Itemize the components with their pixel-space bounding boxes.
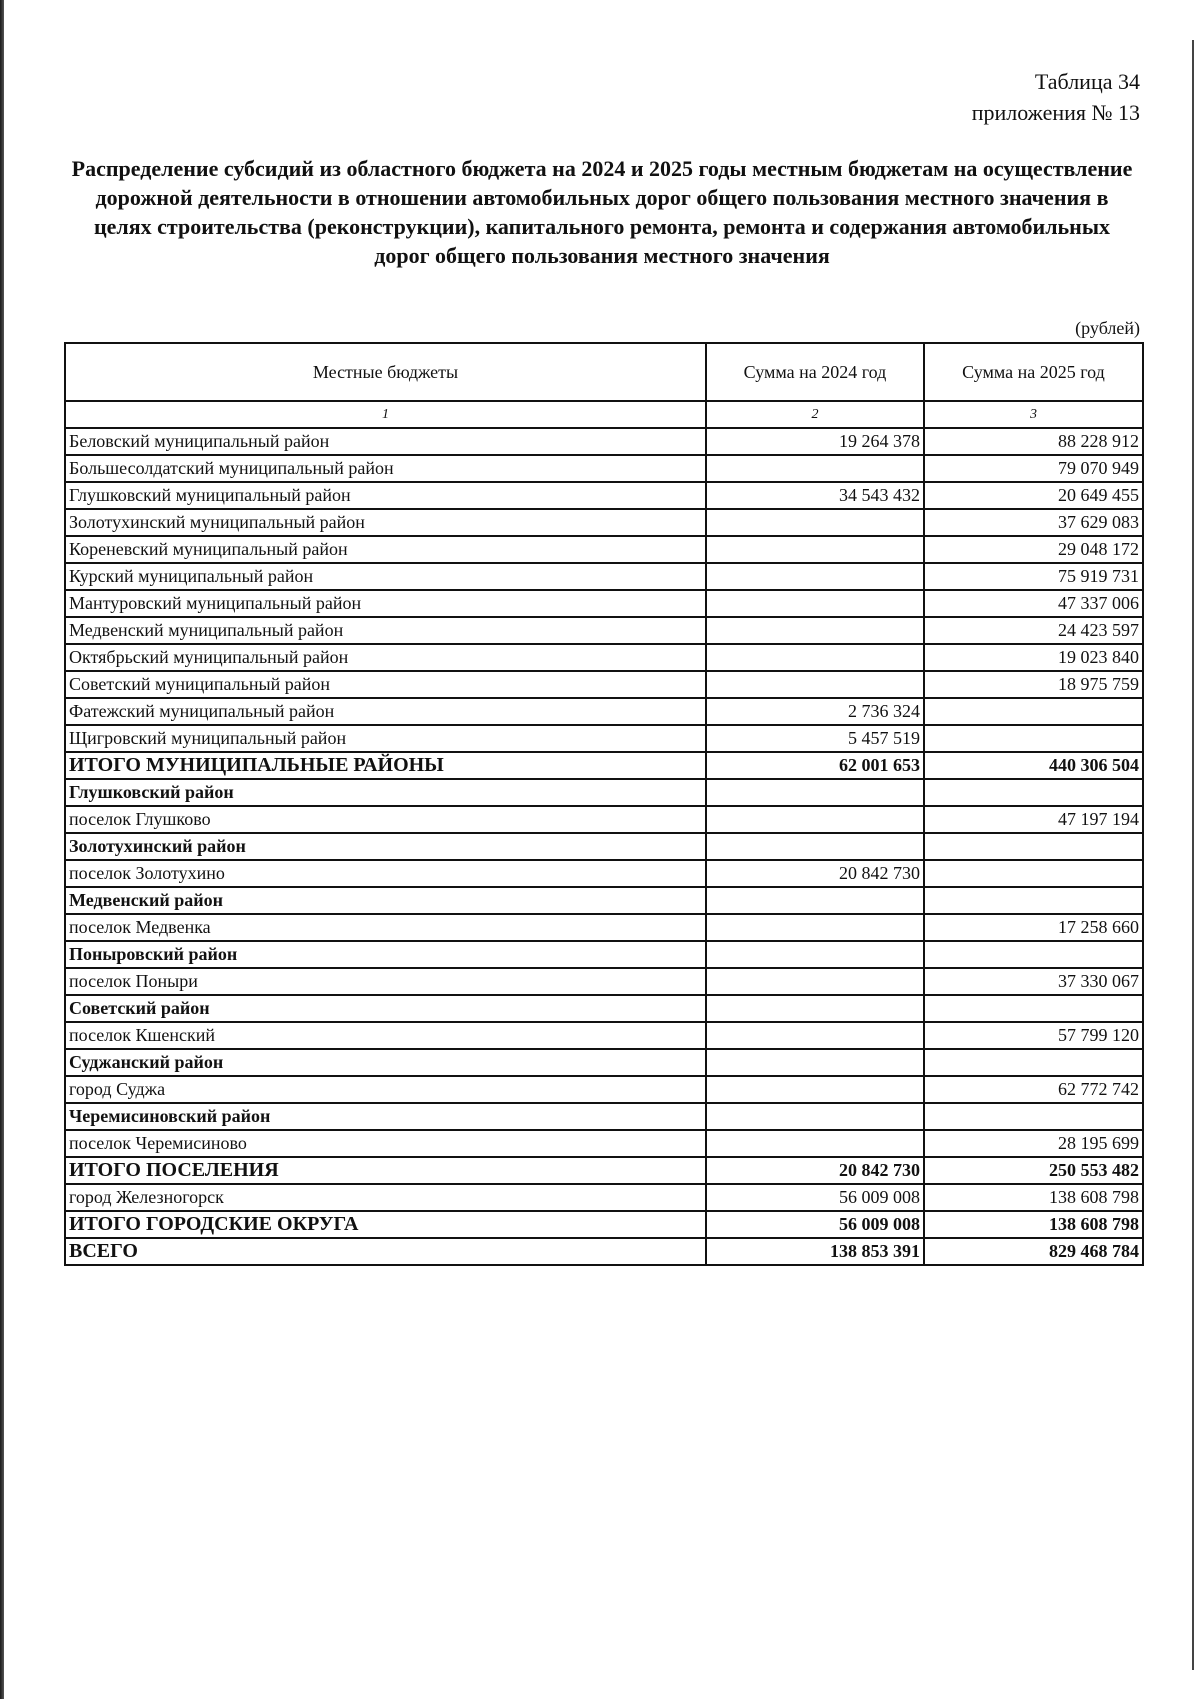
table-row [65,1184,1143,1211]
sum-2025-cell: 24 423 597 [924,617,1143,644]
sum-2024-cell [706,1130,924,1157]
table-row [65,455,1143,482]
sum-2024-cell: 5 457 519 [706,725,924,752]
table-row [65,617,1143,644]
sum-2025-cell [924,779,1143,806]
budget-name-cell: Кореневский муниципальный район [65,536,706,563]
table-body [65,428,1143,1265]
group-header-row [65,833,1143,860]
budget-name-cell: Суджанский район [65,1049,706,1076]
header-local-budgets: Местные бюджеты [65,343,706,401]
sum-2025-cell: 62 772 742 [924,1076,1143,1103]
sum-2025-cell [924,698,1143,725]
sum-2025-cell [924,725,1143,752]
sum-2025-cell: 88 228 912 [924,428,1143,455]
sum-2024-cell [706,914,924,941]
budget-name-cell: Золотухинский район [65,833,706,860]
table-row [65,644,1143,671]
group-header-row [65,1049,1143,1076]
table-row [65,428,1143,455]
sum-2024-cell: 56 009 008 [706,1211,924,1238]
table-row [65,509,1143,536]
group-header-row [65,941,1143,968]
column-number-3: 3 [924,401,1143,428]
sum-2025-cell [924,1103,1143,1130]
budget-name-cell: Щигровский муниципальный район [65,725,706,752]
sum-2024-cell [706,536,924,563]
sum-2024-cell [706,590,924,617]
units-label: (рублей) [1075,318,1140,338]
budget-name-cell: поселок Золотухино [65,860,706,887]
sum-2025-cell: 47 337 006 [924,590,1143,617]
sum-2025-cell: 20 649 455 [924,482,1143,509]
sum-2024-cell [706,995,924,1022]
sum-2024-cell [706,644,924,671]
table-number: Таблица 34 [1034,69,1140,94]
budget-name-cell: поселок Поныри [65,968,706,995]
budget-name-cell: Медвенский муниципальный район [65,617,706,644]
sum-2025-cell: 440 306 504 [924,752,1143,779]
header-sum-2025: Сумма на 2025 год [924,343,1143,401]
sum-2024-cell: 138 853 391 [706,1238,924,1265]
sum-2024-cell [706,806,924,833]
budget-name-cell: ИТОГО ПОСЕЛЕНИЯ [65,1157,706,1184]
sum-2024-cell: 20 842 730 [706,860,924,887]
subsidy-table [64,342,1144,1266]
sum-2025-cell: 18 975 759 [924,671,1143,698]
table-row [65,806,1143,833]
sum-2024-cell [706,563,924,590]
sum-2025-cell: 75 919 731 [924,563,1143,590]
sum-2024-cell [706,1103,924,1130]
total-row [65,1211,1143,1238]
sum-2024-cell: 19 264 378 [706,428,924,455]
group-header-row [65,779,1143,806]
sum-2025-cell [924,995,1143,1022]
budget-name-cell: Беловский муниципальный район [65,428,706,455]
budget-name-cell: Мантуровский муниципальный район [65,590,706,617]
total-row [65,752,1143,779]
sum-2025-cell: 29 048 172 [924,536,1143,563]
table-row [65,725,1143,752]
sum-2025-cell: 17 258 660 [924,914,1143,941]
sum-2024-cell [706,1022,924,1049]
table-row [65,563,1143,590]
sum-2024-cell [706,455,924,482]
sum-2024-cell: 20 842 730 [706,1157,924,1184]
appendix-reference [740,66,1140,128]
sum-2025-cell: 250 553 482 [924,1157,1143,1184]
group-header-row [65,995,1143,1022]
scan-edge-left [0,0,4,1699]
budget-name-cell: Поныровский район [65,941,706,968]
sum-2024-cell [706,671,924,698]
budget-name-cell: поселок Глушково [65,806,706,833]
sum-2024-cell [706,617,924,644]
budget-name-cell: Октябрьский муниципальный район [65,644,706,671]
annex-number: приложения № 13 [971,100,1140,125]
sum-2025-cell: 47 197 194 [924,806,1143,833]
budget-name-cell: Глушковский муниципальный район [65,482,706,509]
budget-name-cell: Медвенский район [65,887,706,914]
sum-2025-cell: 37 330 067 [924,968,1143,995]
budget-name-cell: ВСЕГО [65,1238,706,1265]
sum-2025-cell: 57 799 120 [924,1022,1143,1049]
column-number-1: 1 [65,401,706,428]
sum-2024-cell [706,1076,924,1103]
budget-name-cell: Глушковский район [65,779,706,806]
budget-name-cell: поселок Черемисиново [65,1130,706,1157]
table-row [65,671,1143,698]
sum-2024-cell: 56 009 008 [706,1184,924,1211]
budget-name-cell: Фатежский муниципальный район [65,698,706,725]
column-number-row [65,401,1143,428]
column-number-2: 2 [706,401,924,428]
budget-name-cell: ИТОГО ГОРОДСКИЕ ОКРУГА [65,1211,706,1238]
budget-name-cell: Черемисиновский район [65,1103,706,1130]
sum-2024-cell [706,941,924,968]
total-row [65,1238,1143,1265]
sum-2025-cell: 79 070 949 [924,455,1143,482]
budget-name-cell: Советский муниципальный район [65,671,706,698]
sum-2025-cell [924,833,1143,860]
sum-2025-cell [924,887,1143,914]
total-row [65,1157,1143,1184]
table-row [65,536,1143,563]
sum-2024-cell [706,779,924,806]
sum-2024-cell: 62 001 653 [706,752,924,779]
table-row [65,968,1143,995]
group-header-row [65,1103,1143,1130]
budget-name-cell: Курский муниципальный район [65,563,706,590]
sum-2025-cell: 138 608 798 [924,1211,1143,1238]
sum-2025-cell [924,860,1143,887]
sum-2025-cell [924,941,1143,968]
sum-2024-cell [706,833,924,860]
scan-edge-right [1192,40,1194,1670]
table-row [65,1076,1143,1103]
budget-name-cell: поселок Медвенка [65,914,706,941]
sum-2024-cell: 2 736 324 [706,698,924,725]
header-sum-2024: Сумма на 2024 год [706,343,924,401]
table-row [65,482,1143,509]
sum-2025-cell [924,1049,1143,1076]
sum-2025-cell: 829 468 784 [924,1238,1143,1265]
sum-2025-cell: 19 023 840 [924,644,1143,671]
budget-name-cell: город Железногорск [65,1184,706,1211]
sum-2024-cell [706,968,924,995]
sum-2025-cell: 138 608 798 [924,1184,1143,1211]
budget-name-cell: поселок Кшенский [65,1022,706,1049]
document-title: Распределение субсидий из областного бюджета на 2024 и 2025 годы местным бюджетам на осуществление дорожной деятельности в отношении автомобильных дорог общего пользования местного значения в целях строительства (реконструкции), капитального ремонта, ремонта и содержания автомобильных дорог общего пользования местного значения [71,156,1133,268]
sum-2024-cell [706,887,924,914]
table-row [65,698,1143,725]
group-header-row [65,887,1143,914]
budget-name-cell: Золотухинский муниципальный район [65,509,706,536]
table-row [65,1022,1143,1049]
table-header-row [65,343,1143,401]
sum-2024-cell [706,509,924,536]
table-row [65,1130,1143,1157]
sum-2025-cell: 37 629 083 [924,509,1143,536]
sum-2024-cell [706,1049,924,1076]
table-row [65,590,1143,617]
sum-2025-cell: 28 195 699 [924,1130,1143,1157]
table-row [65,860,1143,887]
budget-name-cell: Советский район [65,995,706,1022]
budget-name-cell: город Суджа [65,1076,706,1103]
sum-2024-cell: 34 543 432 [706,482,924,509]
budget-name-cell: Большесолдатский муниципальный район [65,455,706,482]
table-row [65,914,1143,941]
budget-name-cell: ИТОГО МУНИЦИПАЛЬНЫЕ РАЙОНЫ [65,752,706,779]
